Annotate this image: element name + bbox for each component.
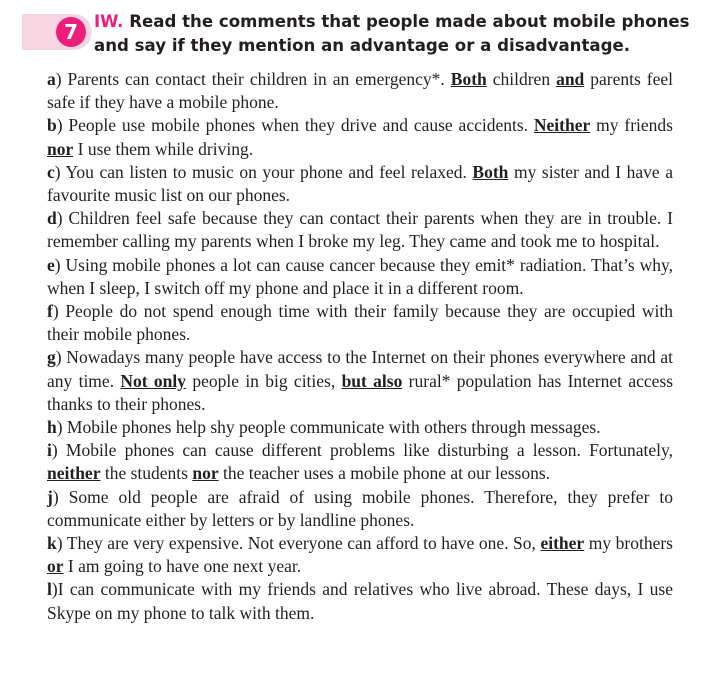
- keyword-both: Both: [450, 69, 487, 89]
- comment-g: g) Nowadays many people have access to the Internet on their phones everywhere and at any time. Not only people in big cities, but also rural* population has Internet access thanks to their phones.: [47, 347, 674, 414]
- keyword-and: and: [556, 69, 585, 89]
- item-letter: h: [47, 417, 57, 438]
- keyword-neither: Neither: [533, 115, 591, 136]
- keyword-or: or: [47, 556, 64, 577]
- item-letter: j: [47, 486, 53, 507]
- keyword-neither: neither: [47, 463, 101, 484]
- exercise-header: [22, 10, 712, 66]
- item-letter: g: [47, 347, 56, 368]
- exercise-code: IW.: [94, 12, 124, 31]
- comment-j: j) Some old people are afraid of using mobile phones. Therefore, they prefer to communicate either by letters or by landline phones.: [47, 486, 673, 530]
- keyword-nor: nor: [192, 463, 219, 484]
- comment-e: e) Using mobile phones a lot can cause cancer because they emit* radiation. That’s why, when I sleep, I switch off my phone and place it in a different room.: [47, 254, 673, 298]
- exercise-number-badge: 7: [56, 17, 86, 47]
- comment-d: d) Children feel safe because they can contact their parents when they are in trouble. I remember calling my parents when I broke my leg. They came and took me to hospital.: [47, 208, 673, 252]
- item-letter: i: [47, 440, 52, 461]
- exercise-instruction: Read the comments that people made about mobile phones and say if they mention an advantage or a disadvantage.: [94, 12, 690, 55]
- comments-list: [47, 68, 673, 625]
- item-letter: b: [47, 115, 57, 136]
- comment-b: b) People use mobile phones when they drive and cause accidents. Neither my friends nor I use them while driving.: [47, 115, 673, 159]
- item-letter: f: [47, 301, 53, 322]
- keyword-not-only: Not only: [120, 370, 187, 391]
- item-letter: a: [47, 69, 56, 89]
- item-letter: e: [47, 254, 55, 275]
- keyword-both: Both: [472, 161, 509, 182]
- item-letter: d: [47, 208, 57, 229]
- keyword-but-also: but also: [341, 370, 403, 391]
- item-letter: c: [47, 161, 55, 182]
- comment-h: h) Mobile phones help shy people communicate with others through messages.: [47, 417, 601, 438]
- comment-a: a) Parents can contact their children in an emergency*. Both children and parents feel safe if they have a mobile phone.: [47, 69, 673, 113]
- exercise-instruction-heading: [94, 10, 709, 58]
- comment-f: f) People do not spend enough time with their family because they are occupied with their mobile phones.: [47, 301, 673, 345]
- keyword-nor: nor: [47, 138, 74, 159]
- comment-c: c) You can listen to music on your phone and feel relaxed. Both my sister and I have a favourite music list on our phones.: [47, 161, 673, 206]
- comment-i: i) Mobile phones can cause different problems like disturbing a lesson. Fortunately, neither the students nor the teacher uses a mobile phone at our lessons.: [47, 440, 673, 484]
- item-letter: k: [47, 533, 57, 554]
- comment-k: k) They are very expensive. Not everyone can afford to have one. So, either my brothers or I am going to have one next year.: [47, 533, 673, 577]
- comment-l: l)I can communicate with my friends and relatives who live abroad. These days, I use Skype on my phone to talk with them.: [47, 579, 673, 623]
- keyword-either: either: [540, 533, 585, 554]
- item-letter: l: [47, 579, 52, 600]
